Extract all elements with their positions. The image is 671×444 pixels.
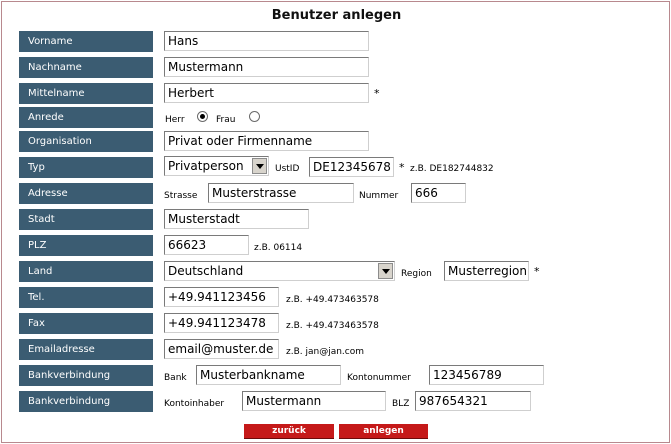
form-container	[1, 1, 670, 443]
bank-input[interactable]: Musterbankname	[196, 365, 341, 385]
typ-select-value: Privatperson	[168, 159, 244, 173]
kontoinhaber-label: Kontoinhaber	[164, 399, 225, 409]
fax-input[interactable]: +49.941123478	[164, 313, 279, 333]
herr-radio[interactable]	[197, 111, 208, 122]
stadt-input[interactable]: Musterstadt	[164, 209, 309, 229]
kontonummer-input[interactable]: 123456789	[429, 365, 544, 385]
plz-input[interactable]: 66623	[164, 235, 249, 255]
strasse-label: Strasse	[164, 191, 198, 201]
label-vorname: Vorname	[19, 31, 153, 52]
label-organisation: Organisation	[19, 131, 153, 152]
tel-hint: z.B. +49.473463578	[286, 295, 379, 305]
fax-hint: z.B. +49.473463578	[286, 321, 379, 331]
label-nachname: Nachname	[19, 57, 153, 78]
blz-label: BLZ	[392, 399, 410, 409]
email-hint: z.B. jan@jan.com	[286, 347, 365, 357]
vorname-input[interactable]: Hans	[164, 31, 369, 51]
back-button[interactable]: zurück	[244, 424, 334, 439]
chevron-down-icon[interactable]	[378, 263, 393, 279]
organisation-input[interactable]: Privat oder Firmenname	[164, 131, 369, 151]
typ-select[interactable]	[164, 156, 269, 176]
label-plz: PLZ	[19, 235, 153, 256]
page-title: Benutzer anlegen	[271, 8, 402, 23]
tel-input[interactable]: +49.941123456	[164, 287, 279, 307]
label-email: Emailadresse	[19, 339, 153, 360]
create-button[interactable]: anlegen	[339, 424, 428, 439]
herr-label: Herr	[165, 115, 185, 125]
land-select-value: Deutschland	[168, 264, 244, 278]
label-land: Land	[19, 261, 153, 282]
label-tel: Tel.	[19, 287, 153, 308]
frau-label: Frau	[216, 115, 236, 125]
region-label: Region	[401, 269, 432, 279]
label-fax: Fax	[19, 313, 153, 334]
chevron-down-icon[interactable]	[252, 158, 267, 174]
nummer-label: Nummer	[359, 191, 399, 201]
mittelname-input[interactable]: Herbert	[164, 83, 369, 103]
ustid-hint: z.B. DE182744832	[410, 164, 494, 174]
nachname-input[interactable]: Mustermann	[164, 57, 369, 77]
label-bankverbindung-2: Bankverbindung	[19, 391, 153, 412]
nummer-input[interactable]: 666	[411, 183, 466, 203]
label-stadt: Stadt	[19, 209, 153, 230]
plz-hint: z.B. 06114	[254, 243, 303, 253]
label-adresse: Adresse	[19, 183, 153, 204]
ustid-label: UstID	[275, 164, 300, 174]
label-anrede: Anrede	[19, 107, 153, 128]
land-select[interactable]	[164, 261, 395, 281]
bank-label: Bank	[164, 373, 187, 383]
required-mark-mittelname: *	[374, 87, 380, 100]
kontoinhaber-input[interactable]: Mustermann	[242, 391, 386, 411]
ustid-input[interactable]: DE12345678	[309, 157, 394, 177]
label-typ: Typ	[19, 157, 153, 178]
strasse-input[interactable]: Musterstrasse	[208, 183, 354, 203]
blz-input[interactable]: 987654321	[415, 391, 531, 411]
label-mittelname: Mittelname	[19, 83, 153, 104]
region-input[interactable]: Musterregion	[444, 261, 529, 281]
kontonummer-label: Kontonummer	[347, 373, 411, 383]
email-input[interactable]: email@muster.de	[164, 339, 279, 359]
required-mark-ustid: *	[399, 161, 405, 174]
required-mark-region: *	[534, 265, 540, 278]
frau-radio[interactable]	[249, 111, 260, 122]
label-bankverbindung-1: Bankverbindung	[19, 365, 153, 386]
